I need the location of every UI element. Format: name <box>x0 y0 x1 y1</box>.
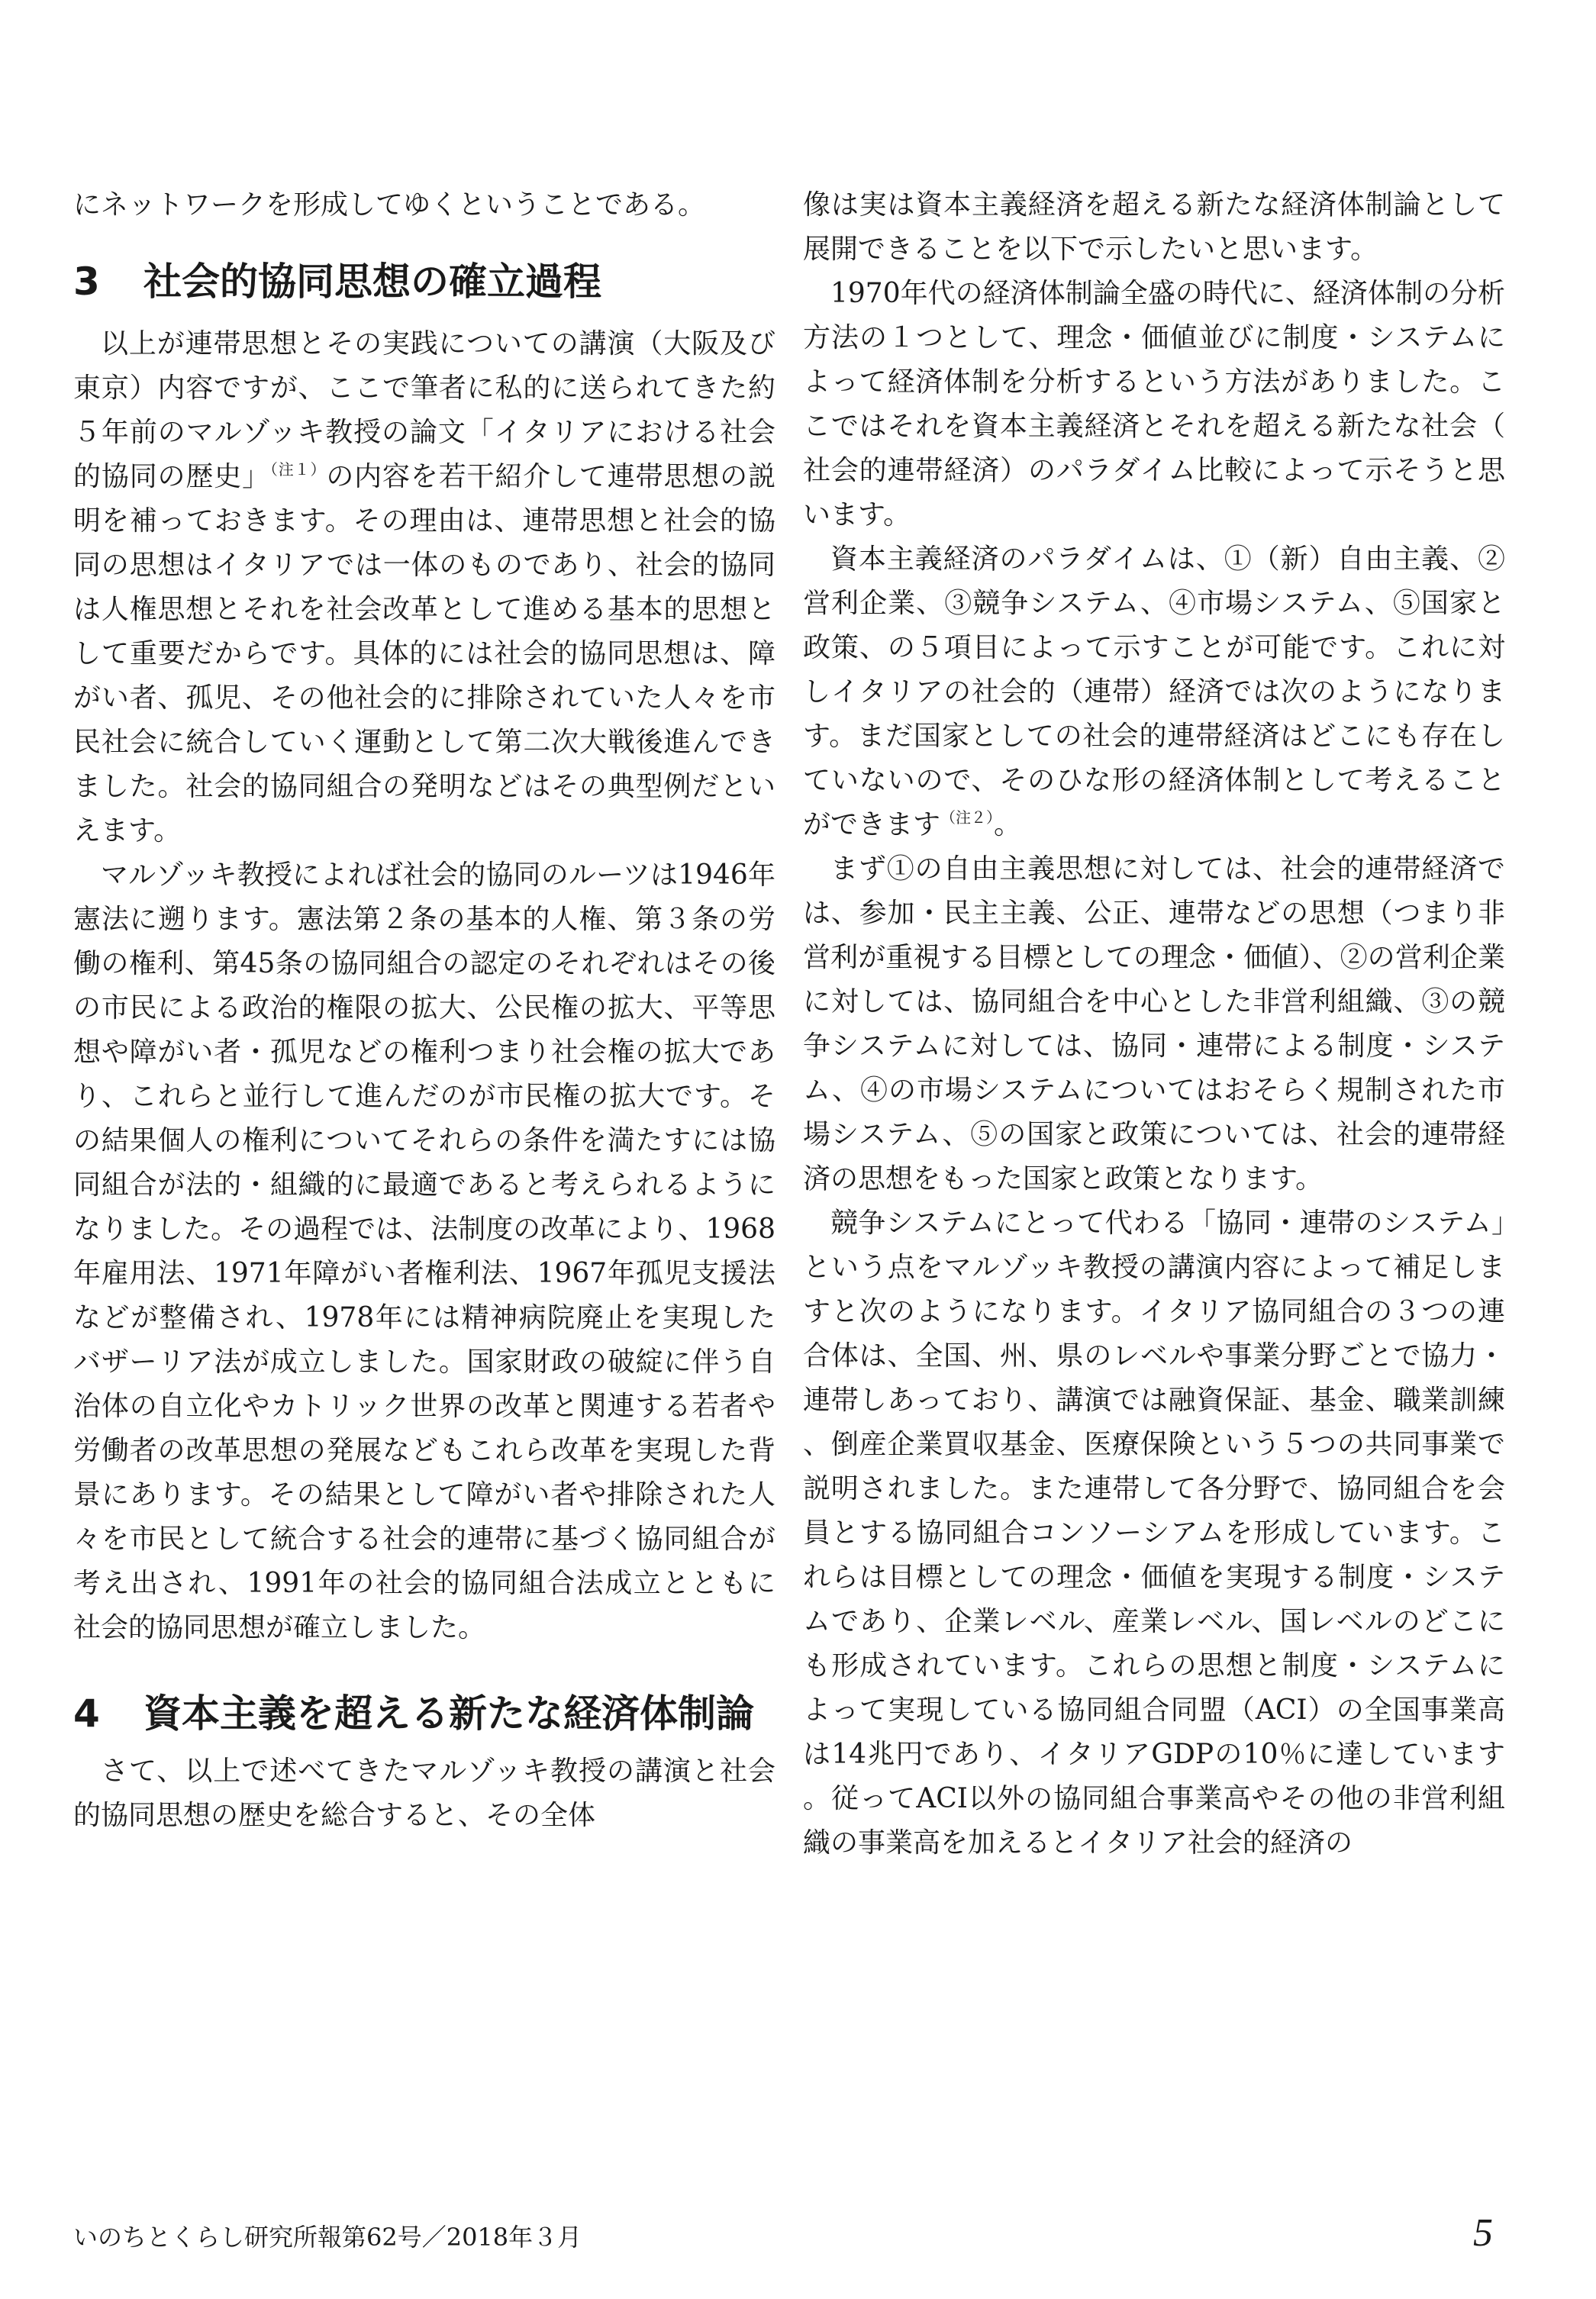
section-3-title: 社会的協同思想の確立過程 <box>143 260 601 304</box>
footnote-marker-1: （注１） <box>269 460 327 479</box>
section-3-paragraph-2: マルゾッキ教授によれば社会的協同のルーツは1946年憲法に遡ります。憲法第２条の基本的人権、第３条の労働の権利、第45条の協同組合の認定のそれぞれはその後の市民による政治的権限の拡大、公民権の拡大、平等思想や障がい者・孤児などの権利つまり社会権の拡大であり、これらと並行して進んだのが市民権の拡大です。その結果個人の権利についてそれらの条件を満たすには協同組合が法的・組織的に最適であると考えられるようになりました。その過程では、法制度の改革により、1968年雇用法、1971年障がい者権利法、1967年孤児支援法などが整備され、1978年には精神病院廃止を実現したバザーリア法が成立しました。国家財政の破綻に伴う自治体の自立化やカトリック世界の改革と関連する若者や労働者の改革思想の発展などもこれら改革を実現した背景にあります。その結果として障がい者や排除された人々を市民として統合する社会的連帯に基づく協同組合が考え出され、1991年の社会的協同組合法成立とともに社会的協同思想が確立しました。 <box>73 859 775 1643</box>
section-4-number: 4 <box>73 1691 100 1736</box>
page-number: 5 <box>1473 2211 1493 2255</box>
section-4-heading <box>73 1687 775 1740</box>
section-3-paragraph-1 <box>73 322 775 853</box>
paragraph-end: 。 <box>994 809 1022 840</box>
section-4-title: 資本主義を超える新たな経済体制論 <box>143 1691 754 1736</box>
section-3-heading <box>73 255 775 308</box>
paragraph-cooperation-system: 競争システムにとって代わる「協同・連帯のシステム」という点をマルゾッキ教授の講演内容によって補足しますと次のようになります。イタリア協同組合の３つの連合体は、全国、州、県のレベルや事業分野ごとで協力・連帯しあっており、講演では融資保証、基金、職業訓練、倒産企業買収基金、医療保険という５つの共同事業で説明されました。また連帯して各分野で、協同組合を会員とする協同組合コンソーシアムを形成しています。これらは目標としての理念・価値を実現する制度・システムであり、企業レベル、産業レベル、国レベルのどこにも形成されています。これらの思想と制度・システムによって実現している協同組合同盟（ACI）の全国事業高は14兆円であり、イタリアGDPの10％に達しています。従ってACI以外の協同組合事業高やその他の非営利組織の事業高を加えるとイタリア社会的経済の <box>803 1208 1505 1859</box>
paragraph-text: 以上が連帯思想とその実践についての講演（大阪及び東京）内容ですが、ここで筆者に私的に送られてきた約５年前のマルゾッキ教授の論文「イタリアにおける社会的協同の歴史」 <box>73 328 775 492</box>
paragraph-capitalism-paradigm <box>803 537 1505 847</box>
paragraph-economic-systems: 1970年代の経済体制論全盛の時代に、経済体制の分析方法の１つとして、理念・価値並びに制度・システムによって経済体制を分析するという方法がありました。ここではそれを資本主義経済とそれを超える新たな社会（社会的連帯経済）のパラダイム比較によって示そうと思います。 <box>803 278 1505 530</box>
page-footer <box>73 2210 1493 2255</box>
left-column <box>73 183 775 1838</box>
paragraph-text: 資本主義経済のパラダイムは、①（新）自由主義、②営利企業、③競争システム、④市場システム、⑤国家と政策、の５項目によって示すことが可能です。これに対しイタリアの社会的（連帯）経済では次のようになります。まだ国家としての社会的連帯経済はどこにも存在していないので、そのひな形の経済体制として考えることができます <box>803 543 1505 840</box>
journal-title: いのちとくらし研究所報第62号／2018年３月 <box>73 2223 582 2252</box>
paragraph-social-solidarity: まず①の自由主義思想に対しては、社会的連帯経済では、参加・民主主義、公正、連帯などの思想（つまり非営利が重視する目標としての理念・価値）、②の営利企業に対しては、協同組合を中心とした非営利組織、③の競争システムに対しては、協同・連帯による制度・システム、④の市場システムについてはおそらく規制された市場システム、⑤の国家と政策については、社会的連帯経済の思想をもった国家と政策となります。 <box>803 853 1505 1195</box>
section-3-number: 3 <box>73 260 100 304</box>
paragraph-text: の内容を若干紹介して連帯思想の説明を補っておきます。その理由は、連帯思想と社会的協同の思想はイタリアでは一体のものであり、社会的協同は人権思想とそれを社会改革として進める基本的思想として重要だからです。具体的には社会的協同思想は、障がい者、孤児、その他社会的に排除されていた人々を市民社会に統合していく運動として第二次大戦後進んできました。社会的協同組合の発明などはその典型例だといえます。 <box>73 461 775 846</box>
intro-tail-paragraph: にネットワークを形成してゆくということである。 <box>73 189 706 221</box>
continued-paragraph: 像は実は資本主義経済を超える新たな経済体制論として展開できることを以下で示したいと思います。 <box>803 189 1505 265</box>
footnote-marker-2: （注２） <box>940 808 995 827</box>
section-4-paragraph-1: さて、以上で述べてきたマルゾッキ教授の講演と社会的協同思想の歴史を総合すると、その全体 <box>73 1756 775 1831</box>
right-column <box>803 183 1505 1865</box>
